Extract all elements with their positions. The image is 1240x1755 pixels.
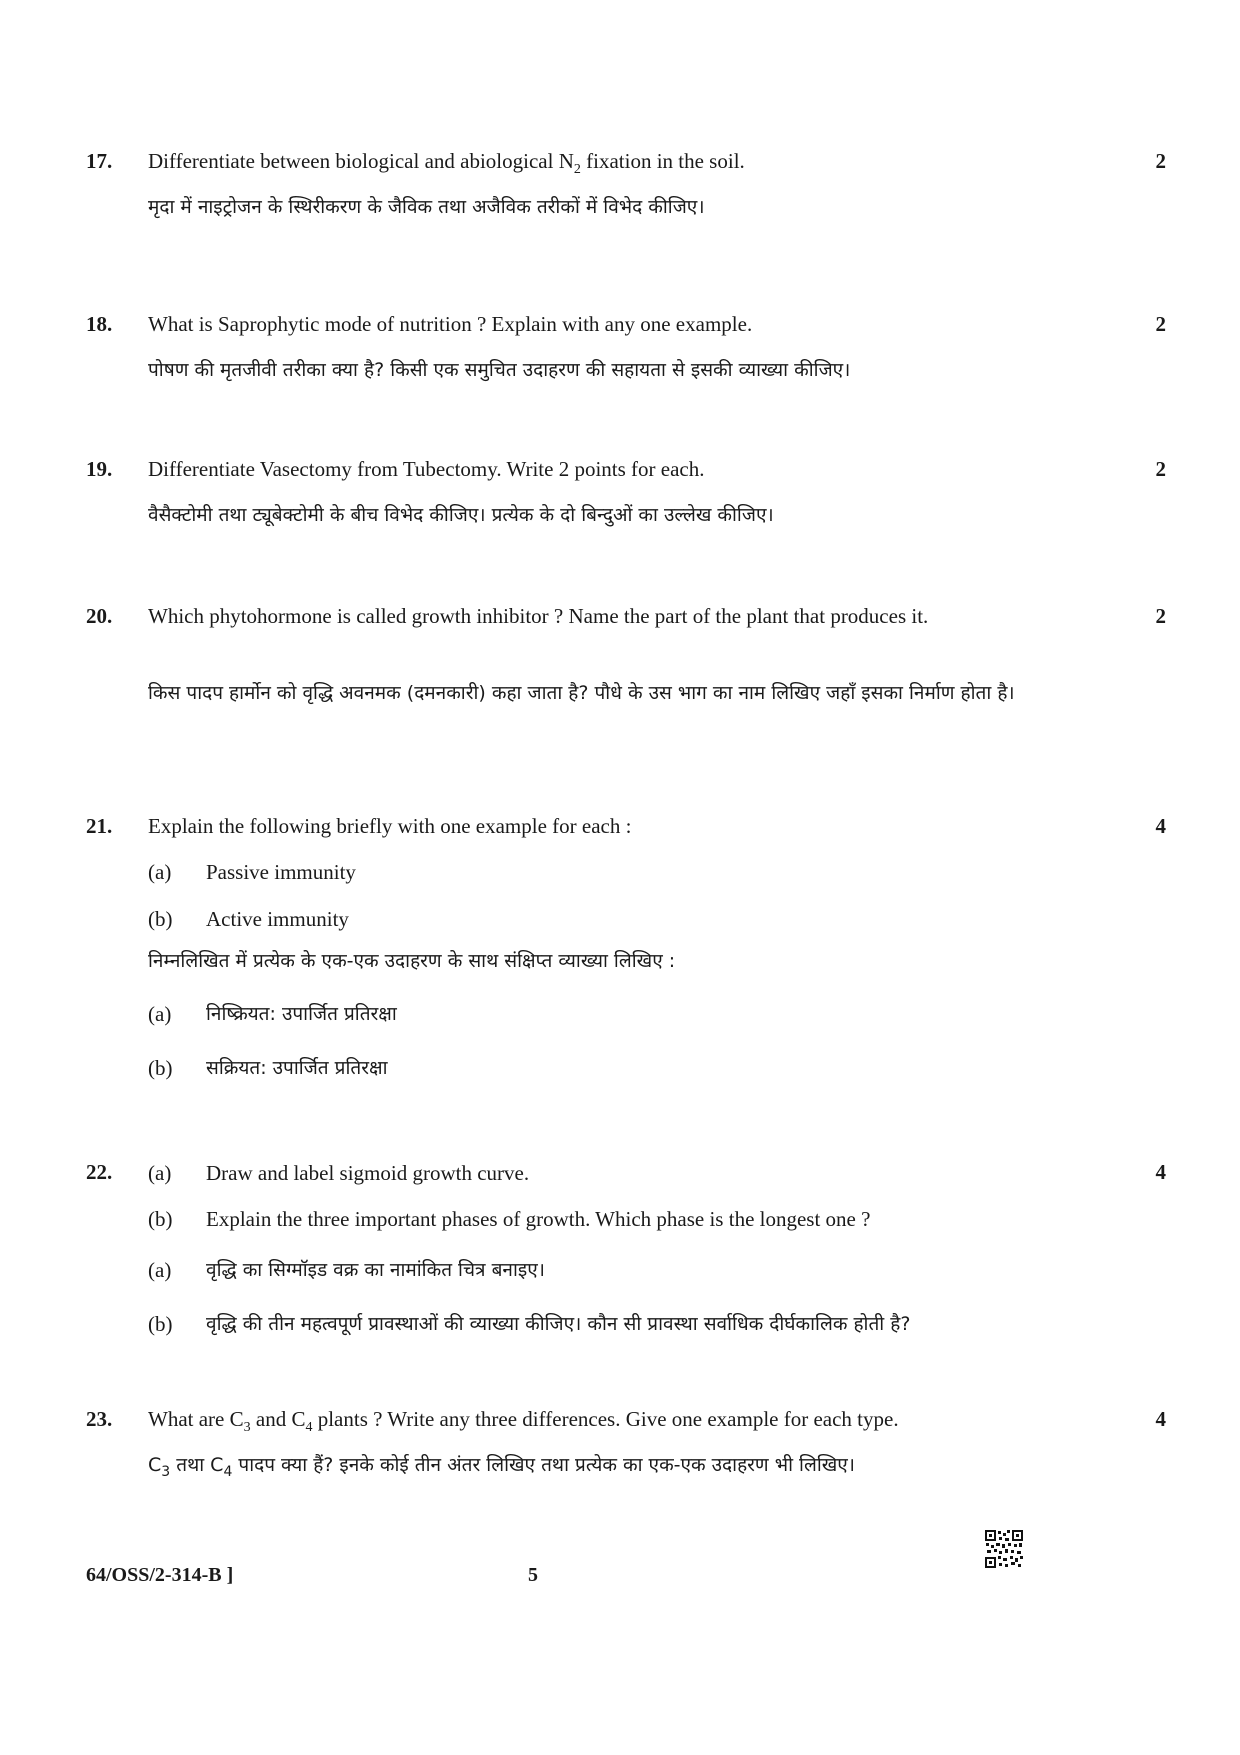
question-number: 18. bbox=[86, 312, 113, 336]
question-number: 22. bbox=[86, 1160, 113, 1184]
question-number: 21. bbox=[86, 814, 113, 838]
question-text-en: What is Saprophytic mode of nutrition ? Explain with any one example. bbox=[148, 312, 753, 336]
question-number: 20. bbox=[86, 604, 113, 628]
question-marks: 2 bbox=[1155, 457, 1166, 481]
exam-page: 17. Differentiate between biological and abiological $N_2$ fixation in the soil. 2 मृदा में नाइट्रोजन के स्थिरीकरण के जैविक तथा अजैविक तरीकों में विभेद कीजिए। 18. What is Saprophytic mode of nutrition ? Explain with any one example. 2 पोषण की मृतजीवी तरीका क्या है? किसी एक समुचित उदाहरण की सहायता से इसकी व्याख्या कीजिए। 19. Differentiate Vasectomy from Tubectomy. Write 2 points for each. 2 वैसैक्टोमी तथा ट्यूबेक्टोमी के बीच विभेद कीजिए। प्रत्येक के दो बिन्दुओं का उल्लेख कीजिए। 20. Which phytohormone is called growth inhibitor ? Name the part of the plant that produces it. 2 किस पादप हार्मोन को वृद्धि अवनमक (दमनकारी) कहा जाता है? पौधे के उस भाग का नाम लिखिए जहाँ इसका निर्माण होता है। 21. Explain the following briefly with one example for each : 4 (a) Passive immunity (b) Active immunity निम्नलिखित में प्रत्येक के एक-एक उदाहरण के साथ संक्षिप्त व्याख्या लिखिए : (a) निष्क्रियत: उपार्जित प्रतिरक्षा (b) सक्रियत: उपार्जित प्रतिरक्षा 22. 4 (a) Draw and label sigmoid growth curve. (b) Explain the three important phases of growth. Which phase is the longest one ? (a) वृद्धि का सिग्मॉइड वक्र का नामांकित चित्र बनाइए। (b) वृद्धि की तीन महत्वपूर्ण प्रावस्थाओं की व्याख्या कीजिए। कौन सी प्रावस्था सर्वाधिक दीर्घकालिक होती है? 23. What are $C_3$ and $C_4$ plants ? Write any three differences. Give one example for each type. 4 $C_3$ तथा $C_4$ पादप क्या हैं? इनके कोई तीन अंतर लिखिए तथा प्रत्येक का एक-एक उदाहरण भी लिखिए। 64/OSS/2-314-B ] 5 bbox=[0, 0, 1240, 1755]
question-text-hi: किस पादप हार्मोन को वृद्धि अवनमक (दमनकारी) कहा जाता है? पौधे के उस भाग का नाम लिखिए जहाँ इसका निर्माण होता है। bbox=[148, 682, 1015, 704]
question-text-hi: वैसैक्टोमी तथा ट्यूबेक्टोमी के बीच विभेद कीजिए। प्रत्येक के दो बिन्दुओं का उल्लेख कीजिए। bbox=[148, 504, 774, 526]
question-marks: 2 bbox=[1155, 149, 1166, 173]
question-marks: 2 bbox=[1155, 312, 1166, 336]
question-marks: 4 bbox=[1155, 814, 1166, 838]
question-number: 23. bbox=[86, 1407, 113, 1431]
question-text-hi: निम्नलिखित में प्रत्येक के एक-एक उदाहरण के साथ संक्षिप्त व्याख्या लिखिए : bbox=[148, 950, 676, 972]
question-text-hi: पोषण की मृतजीवी तरीका क्या है? किसी एक समुचित उदाहरण की सहायता से इसकी व्याख्या कीजिए। bbox=[148, 359, 851, 381]
question-text-en: Which phytohormone is called growth inhibitor ? Name the part of the plant that produces it. bbox=[148, 604, 929, 628]
paper-code: 64/OSS/2-314-B ] bbox=[86, 1564, 234, 1586]
question-number: 17. bbox=[86, 149, 113, 173]
page-number: 5 bbox=[528, 1564, 538, 1586]
question-text-hi: मृदा में नाइट्रोजन के स्थिरीकरण के जैविक तथा अजैविक तरीकों में विभेद कीजिए। bbox=[148, 196, 705, 218]
question-text-en: Differentiate Vasectomy from Tubectomy. Write 2 points for each. bbox=[148, 457, 705, 481]
question-text-en: Explain the following briefly with one example for each : bbox=[148, 814, 632, 838]
question-number: 19. bbox=[86, 457, 113, 481]
question-text-en: Differentiate between biological and abiological $N_2$ fixation in the soil. bbox=[148, 149, 745, 177]
question-text-hi: $C_3$ तथा $C_4$ पादप क्या हैं? इनके कोई तीन अंतर लिखिए तथा प्रत्येक का एक-एक उदाहरण भी लिखिए। bbox=[148, 1454, 856, 1480]
question-marks: 4 bbox=[1155, 1160, 1166, 1184]
question-text-en: What are $C_3$ and $C_4$ plants ? Write any three differences. Give one example for each type. bbox=[148, 1407, 899, 1435]
question-marks: 4 bbox=[1155, 1407, 1166, 1431]
question-marks: 2 bbox=[1155, 604, 1166, 628]
qr-code-icon bbox=[984, 1529, 1024, 1569]
